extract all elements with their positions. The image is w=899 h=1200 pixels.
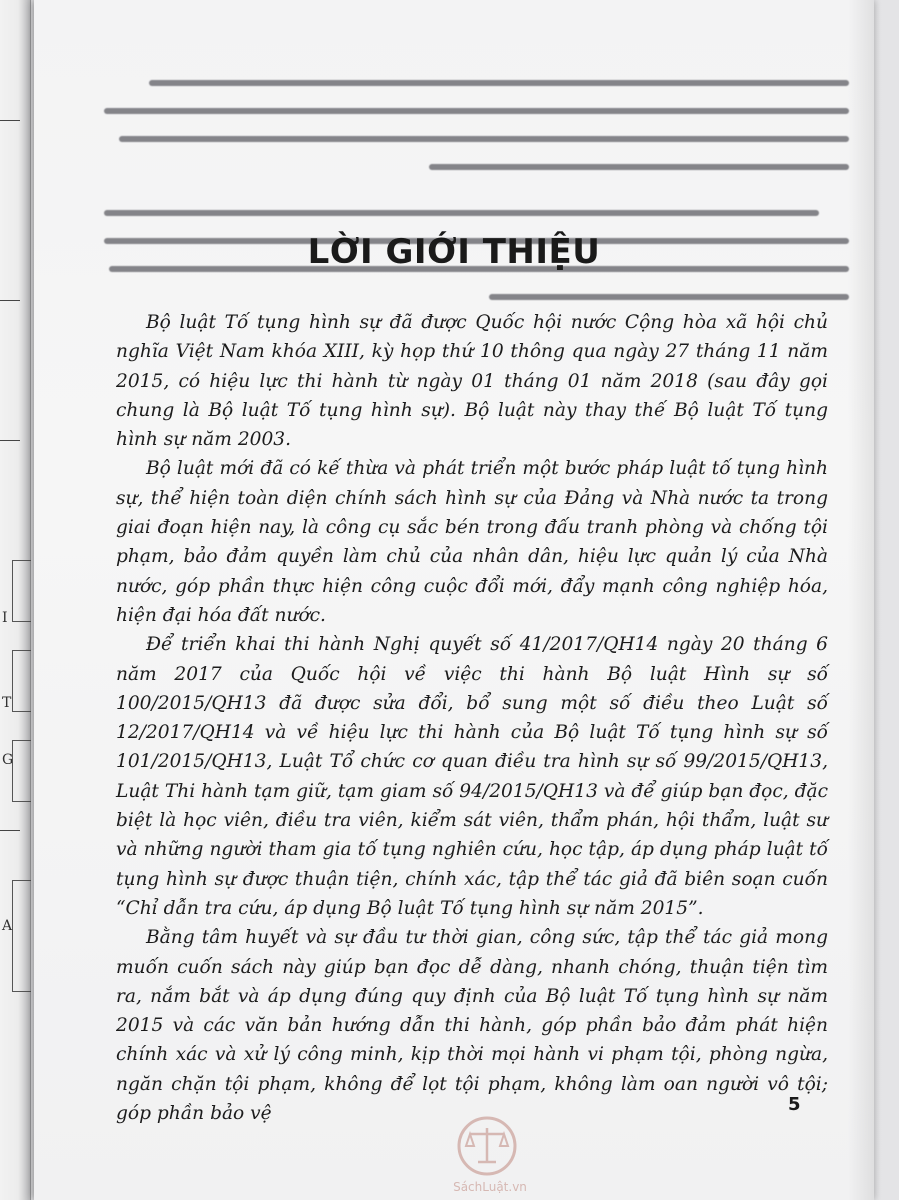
watermark-logo (422, 1110, 552, 1200)
edge-letter: T (2, 695, 12, 711)
edge-rule (0, 120, 20, 121)
page-title: LỜI GIỚI THIỆU (307, 232, 601, 272)
edge-box (12, 650, 31, 712)
page-curve-shadow (848, 0, 874, 1200)
reverse-side-show-through (104, 66, 849, 315)
edge-letter: G (2, 752, 14, 768)
edge-box (12, 740, 31, 802)
paragraph: Bộ luật mới đã có kế thừa và phát triển một bước pháp luật tố tụng hình sự, thể hiện toàn diện chính sách hình sự của Đảng và Nhà nước ta trong giai đoạn hiện nay, là công cụ sắc bén trong đấu tranh phòng và chống tội phạm, bảo đảm quyền làm chủ của nhân dân, hiệu lực quản lý của Nhà nước, góp phần thực hiện công cuộc đổi mới, đẩy mạnh công nghiệp hóa, hiện đại hóa đất nước. (116, 458, 828, 626)
edge-letter: I (2, 610, 8, 626)
book-page (34, 0, 874, 1200)
page-number: 5 (788, 1094, 801, 1115)
edge-rule (0, 300, 20, 301)
edge-letter: A (2, 918, 13, 934)
paragraph: Bằng tâm huyết và sự đầu tư thời gian, công sức, tập thể tác giả mong muốn cuốn sách này giúp bạn đọc dễ dàng, nhanh chóng, thuận tiện tìm ra, nắm bắt và áp dụng đúng quy định của Bộ luật Tố tụng hình sự năm 2015 và các văn bản hướng dẫn thi hành, góp phần bảo đảm phát hiện chính xác và xử lý công minh, kịp thời mọi hành vi phạm tội, phòng ngừa, ngăn chặn tội phạm, không để lọt tội phạm, không làm oan người vô tội; góp phần bảo vệ (116, 927, 828, 1125)
underlying-page-edge (0, 0, 31, 1200)
edge-rule (0, 830, 20, 831)
scales-of-justice-icon (422, 1110, 552, 1182)
edge-rule (0, 440, 20, 441)
edge-box (12, 880, 31, 992)
paragraph: Để triển khai thi hành Nghị quyết số 41/2017/QH14 ngày 20 tháng 6 năm 2017 của Quốc hội về việc thi hành Bộ luật Hình sự số 100/2015/QH13 đã được sửa đổi, bổ sung một số điều theo Luật số 12/2017/QH14 và về hiệu lực thi hành của Bộ luật Tố tụng hình sự số 101/2015/QH13, Luật Tổ chức cơ quan điều tra hình sự số 99/2015/QH13, Luật Thi hành tạm giữ, tạm giam số 94/2015/QH13 và để giúp bạn đọc, đặc biệt là học viên, điều tra viên, kiểm sát viên, thẩm phán, hội thẩm, luật sư và những người tham gia tố tụng nghiên cứu, học tập, áp dụng pháp luật tố tụng hình sự được thuận tiện, chính xác, tập thể tác giả đã biên soạn cuốn “Chỉ dẫn tra cứu, áp dụng Bộ luật Tố tụng hình sự năm 2015”. (116, 634, 828, 919)
edge-box (12, 560, 31, 622)
paragraph: Bộ luật Tố tụng hình sự đã được Quốc hội nước Cộng hòa xã hội chủ nghĩa Việt Nam khóa XIII, kỳ họp thứ 10 thông qua ngày 27 tháng 11 năm 2015, có hiệu lực thi hành từ ngày 01 tháng 01 năm 2018 (sau đây gọi chung là Bộ luật Tố tụng hình sự). Bộ luật này thay thế Bộ luật Tố tụng hình sự năm 2003. (116, 312, 828, 451)
watermark-text: SáchLuật.vn (453, 1180, 527, 1194)
body-text (116, 308, 828, 1128)
